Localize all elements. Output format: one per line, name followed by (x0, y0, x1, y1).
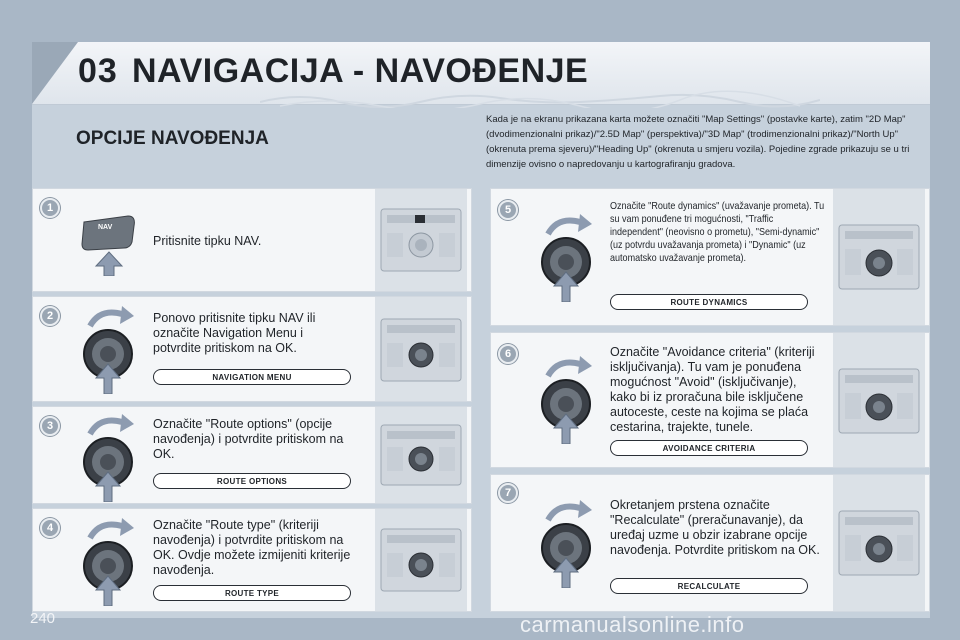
rotary-knob-icon (76, 516, 146, 606)
rotary-knob-icon (534, 354, 604, 444)
audio-unit-icon (833, 333, 925, 467)
step-text-2: Ponovo pritisnite tipku NAV ili označite Navigation Menu i potvrdite pritiskom na OK. (153, 311, 316, 355)
audio-unit-icon (833, 475, 925, 611)
rotary-knob-icon (76, 304, 146, 394)
section-title: OPCIJE NAVOĐENJA (76, 128, 269, 149)
nav-key-icon (80, 212, 138, 276)
chapter-number: 03 (78, 52, 118, 90)
chapter-title: NAVIGACIJA - NAVOĐENJE (132, 52, 589, 90)
menu-pill-4: ROUTE TYPE (153, 585, 351, 601)
watermark: carmanualsonline.info (520, 612, 745, 637)
step-text-1: Pritisnite tipku NAV. (153, 234, 262, 248)
audio-unit-icon (375, 509, 467, 611)
corner-tab (32, 42, 78, 104)
device-image-7 (833, 475, 925, 611)
step-badge-1: 1 (40, 198, 60, 218)
header-decoration (260, 88, 820, 108)
rotary-knob-icon (534, 212, 604, 302)
intro-text: Kada je na ekranu prikazana karta možete označiti "Map Settings" (postavke karte), zatim "2D Map" (dvodimenzionalni prikaz)/"2.5D Map" (perspektiva)/"3D Map" (trodimenzionalni prikaz)/"North Up" (okrenuta prema sjeveru)/"Heading Up" (okrenuta u smjeru vozila). Pojedine zgrade prikazuju se u tri dimenzije ovisno o napredovanju u kartografiranju gradova. (486, 114, 910, 170)
device-image-5 (833, 189, 925, 325)
device-image-4 (375, 509, 467, 611)
page-number: 240 (30, 610, 56, 627)
step-badge-5: 5 (498, 200, 518, 220)
step-text-7: Okretanjem prstena označite "Recalculate" (preračunavanje), da uređaj uzme u obzir izabrane opcije navođenja. Potvrdite pritiskom na OK. (610, 498, 820, 557)
menu-pill-3: ROUTE OPTIONS (153, 473, 351, 489)
audio-unit-icon (375, 189, 467, 291)
step-badge-3: 3 (40, 416, 60, 436)
audio-unit-icon (833, 189, 925, 325)
nav-key-label: NAV (98, 224, 113, 231)
device-image-2 (375, 297, 467, 401)
step-badge-6: 6 (498, 344, 518, 364)
device-image-6 (833, 333, 925, 467)
menu-pill-7: RECALCULATE (610, 578, 808, 594)
step-badge-2: 2 (40, 306, 60, 326)
audio-unit-icon (375, 297, 467, 401)
step-badge-7: 7 (498, 483, 518, 503)
step-text-5: Označite "Route dynamics" (uvažavanje prometa). Tu su vam ponuđene tri mogućnosti, "Traffic independent" (neovisno o prometu), "Semi-dynamic" (uz potvrdu uvažavanja prometa) i "Dynamic" (uz automatsko uvažavanje prometa). (610, 200, 825, 264)
device-image-1 (375, 189, 467, 291)
menu-pill-2: NAVIGATION MENU (153, 369, 351, 385)
rotary-knob-icon (76, 412, 146, 502)
menu-pill-6: AVOIDANCE CRITERIA (610, 440, 808, 456)
step-text-3: Označite "Route options" (opcije navođenja) i potvrdite pritiskom na OK. (153, 417, 344, 461)
menu-pill-5: ROUTE DYNAMICS (610, 294, 808, 310)
audio-unit-icon (375, 407, 467, 503)
step-badge-4: 4 (40, 518, 60, 538)
rotary-knob-icon (534, 498, 604, 588)
step-text-4: Označite "Route type" (kriteriji navođenja) i potvrdite pritiskom na OK. Ovdje možete izmijeniti kriterije navođenja. (153, 518, 351, 577)
device-image-3 (375, 407, 467, 503)
step-text-6: Označite "Avoidance criteria" (kriteriji isključivanja). Tu vam je ponuđena mogućnost "Avoid" (isključivanje), kako bi iz proračuna bile isključene autoceste, ceste na kojima se plaća cestarina, trajekte, tunele. (610, 345, 815, 434)
